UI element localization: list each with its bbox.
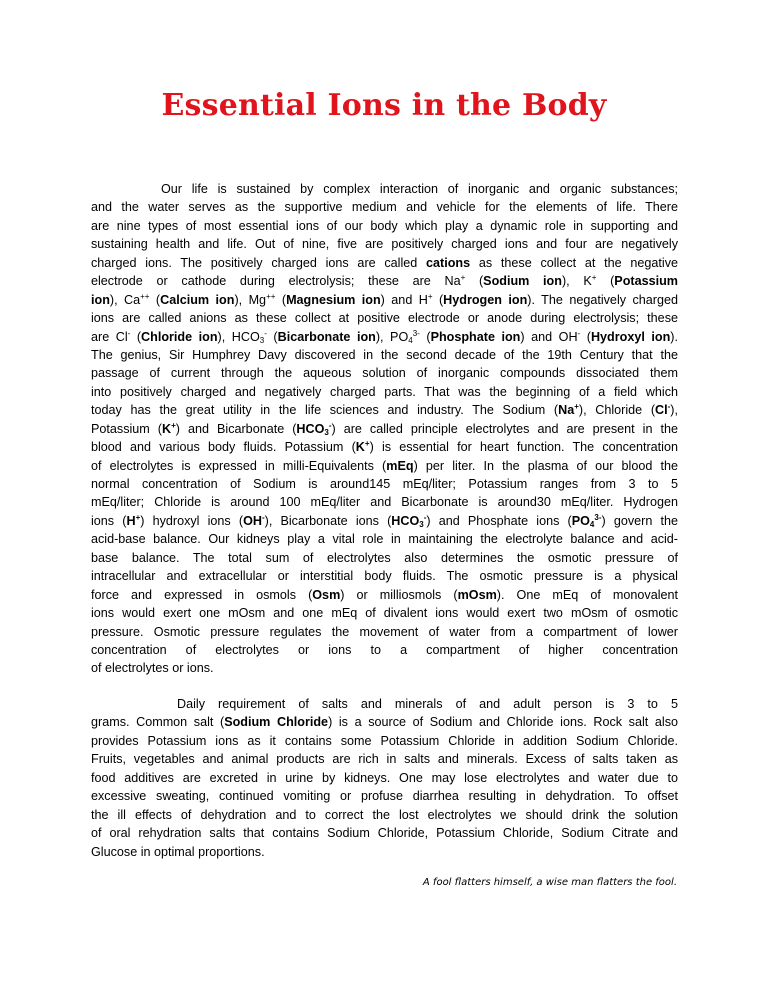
text-line: of electrolytes or ions. — [91, 661, 214, 676]
text-line: Glucose in optimal proportions. — [91, 844, 265, 859]
text-line: ions would exert one mOsm and one mEq of divalent ions would exert two mOsm of osmotic — [91, 606, 678, 621]
text-line: of electrolytes is expressed in milli-Equivalents (mEq) per liter. In the plasma of our blood the — [91, 458, 679, 473]
text-line: are Cl- (Chloride ion), $HCO_3^-$ (Bicarbonate ion), $PO_4^{3-}$ (Phosphate ion) and OH- (Hydroxyl ion). — [91, 328, 678, 345]
text-line: the ill effects of dehydration and to correct the lost electrolytes we should drink the solution — [91, 807, 678, 822]
text-line: base balance. The total sum of electrolytes also determines the osmotic pressure of — [91, 550, 678, 565]
text-line: ion), Ca++ (Calcium ion), Mg++ (Magnesium ion) and H+ (Hydrogen ion). The negatively charged — [91, 291, 678, 307]
paragraph-1 — [91, 180, 678, 678]
text-line: blood and various body fluids. Potassium (K+) is essential for heart function. The concentration — [91, 439, 678, 455]
text-line: sustaining health and life. Out of nine, five are positively charged ions and four are negatively — [91, 237, 678, 252]
text-line: Potassium (K+) and Bicarbonate $(HCO_3^-)$ are called principle electrolytes and are present in the — [91, 420, 678, 437]
text-line: electrode or cathode during electrolysis; these are Na+ (Sodium ion), K+ (Potassium — [91, 273, 678, 289]
text-line: acid-base balance. Our kidneys play a vital role in maintaining the electrolyte balance and acid- — [91, 532, 678, 547]
text-line: passage of current through the aqueous solution of inorganic compounds dissociated them — [91, 366, 678, 381]
text-line: and the water serves as the supportive medium and vehicle for the elements of life. There — [91, 200, 678, 215]
text-line: normal concentration of Sodium is around145 mEq/liter; Potassium ranges from 3 to 5 — [91, 477, 678, 491]
text-line: provides Potassium ions as it contains some Potassium Chloride in addition Sodium Chloride. — [91, 733, 678, 748]
page-title: Essential Ions in the Body — [161, 88, 607, 123]
text-line: intracellular and extracellular or interstitial body fluids. The osmotic pressure is a physical — [91, 569, 678, 584]
text-line: concentration of electrolytes or ions to a compartment of higher concentration — [91, 642, 678, 657]
text-line: are nine types of most essential ions of our body which play a dynamic role in supporting and — [91, 218, 678, 233]
text-line: ions are called anions as these collect at positive electrode or anode during electrolysis; these — [91, 311, 678, 326]
text-line: ions (H+) hydroxyl ions (OH-), Bicarbonate ions $(HCO_3^-)$ and Phosphate ions $(PO_4^{3-})$ govern the — [91, 512, 679, 529]
text-line: force and expressed in osmols (Osm) or milliosmols (mOsm). One mEq of monovalent — [91, 587, 679, 602]
text-line: mEq/liter; Chloride is around 100 mEq/liter and Bicarbonate is around30 mEq/liter. Hydrogen — [91, 495, 678, 510]
text-line: grams. Common salt (Sodium Chloride) is a source of Sodium and Chloride ions. Rock salt also — [91, 715, 678, 730]
footer-quote: A fool flatters himself, a wise man flatters the fool. — [422, 877, 677, 888]
text-line: of oral rehydration salts that contains Sodium Chloride, Potassium Chloride, Sodium Citrate and — [91, 826, 678, 841]
text-line: Fruits, vegetables and animal products are rich in salts and minerals. Excess of salts taken as — [91, 752, 678, 767]
paragraph-2 — [91, 695, 678, 861]
text-line: Daily requirement of salts and minerals of and adult person is 3 to 5 — [177, 697, 678, 711]
text-line: pressure. Osmotic pressure regulates the movement of water from a compartment of lower — [91, 624, 678, 639]
text-line: food additives are excreted in urine by kidneys. One may lose electrolytes and water due to — [91, 770, 678, 785]
text-line: excessive sweating, continued vomiting or profuse diarrhea resulting in dehydration. To offset — [91, 789, 678, 804]
text-line: today has the great utility in the life sciences and industry. The Sodium (Na+), Chloride (Cl-), — [91, 402, 678, 418]
text-line: Our life is sustained by complex interaction of inorganic and organic substances; — [161, 182, 678, 196]
text-line: into positively charged and negatively charged parts. That was the beginning of a field which — [91, 384, 678, 399]
text-line: charged ions. The positively charged ions are called cations as these collect at the negative — [91, 255, 678, 270]
text-line: The genius, Sir Humphrey Davy discovered in the second decade of the 19th Century that the — [91, 347, 678, 362]
